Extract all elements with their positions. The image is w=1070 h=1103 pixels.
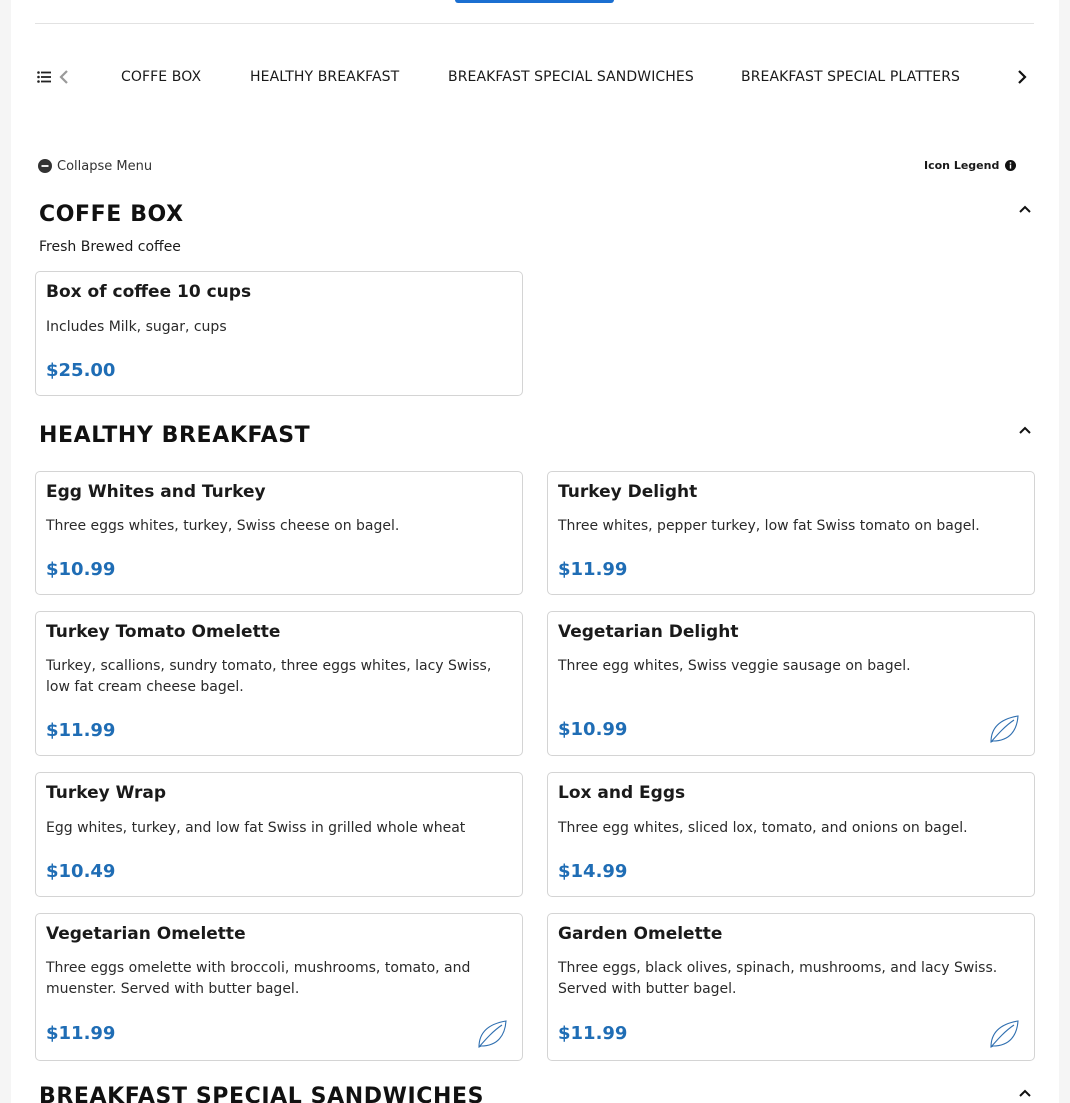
category-tab-breakfast-special-platters[interactable]: BREAKFAST SPECIAL PLATTERS <box>741 69 961 85</box>
chevron-up-icon[interactable] <box>1018 425 1032 435</box>
menu-item-description: Egg whites, turkey, and low fat Swiss in grilled whole wheat <box>46 820 466 836</box>
menu-item-description: Three whites, pepper turkey, low fat Swiss tomato on bagel. <box>558 518 980 534</box>
menu-item-name: Vegetarian Omelette <box>46 924 246 944</box>
chevron-right-icon[interactable] <box>1016 69 1028 85</box>
menu-item-name: Egg Whites and Turkey <box>46 482 266 502</box>
section-title-coffe-box: COFFE BOX <box>39 202 184 227</box>
menu-item-card[interactable] <box>547 471 1035 595</box>
menu-item-card[interactable] <box>35 913 523 1061</box>
menu-item-description: Three eggs omelette with broccoli, mushrooms, tomato, and muenster. Served with butter bagel. <box>46 960 471 997</box>
category-tab-breakfast-special-sandwiches[interactable]: BREAKFAST SPECIAL SANDWICHES <box>448 69 694 85</box>
menu-item-card[interactable] <box>547 772 1035 897</box>
menu-item-name: Vegetarian Delight <box>558 622 739 642</box>
leaf-icon <box>988 714 1020 744</box>
info-icon <box>1005 160 1016 171</box>
icon-legend-label: Icon Legend <box>924 158 1000 172</box>
menu-item-price: $11.99 <box>46 720 116 741</box>
menu-item-description: Three egg whites, sliced lox, tomato, and onions on bagel. <box>558 820 968 836</box>
menu-item-description: Three eggs whites, turkey, Swiss cheese on bagel. <box>46 518 400 534</box>
menu-item-name: Lox and Eggs <box>558 783 686 803</box>
category-tab-healthy-breakfast[interactable]: HEALTHY BREAKFAST <box>250 69 400 85</box>
collapse-menu-label: Collapse Menu <box>57 158 153 174</box>
menu-item-price: $10.99 <box>46 559 116 580</box>
divider <box>35 23 1034 24</box>
menu-item-price: $11.99 <box>558 1023 628 1044</box>
menu-item-price: $25.00 <box>46 360 116 381</box>
leaf-icon <box>988 1019 1020 1049</box>
menu-item-price: $11.99 <box>558 559 628 580</box>
menu-page <box>11 0 1059 1103</box>
list-icon[interactable] <box>37 70 51 84</box>
menu-item-name: Turkey Tomato Omelette <box>46 622 281 642</box>
menu-item-card[interactable] <box>547 611 1035 756</box>
menu-item-description: Turkey, scallions, sundry tomato, three eggs whites, lacy Swiss, low fat cream cheese bagel. <box>46 658 492 695</box>
collapse-menu-button[interactable] <box>38 157 152 175</box>
icon-legend-button[interactable] <box>924 157 1016 173</box>
menu-item-price: $11.99 <box>46 1023 116 1044</box>
menu-item-description: Three eggs, black olives, spinach, mushrooms, and lacy Swiss. Served with butter bagel. <box>558 960 998 997</box>
menu-item-price: $10.99 <box>558 719 628 740</box>
minus-circle-icon <box>38 159 52 173</box>
chevron-left-icon[interactable] <box>58 69 70 85</box>
chevron-up-icon[interactable] <box>1018 1088 1032 1098</box>
chevron-up-icon[interactable] <box>1018 204 1032 214</box>
menu-item-card[interactable] <box>35 471 523 595</box>
leaf-icon <box>476 1019 508 1049</box>
menu-item-card[interactable] <box>547 913 1035 1061</box>
menu-item-price: $10.49 <box>46 861 116 882</box>
menu-item-name: Turkey Delight <box>558 482 698 502</box>
menu-item-card[interactable] <box>35 772 523 897</box>
menu-item-card[interactable] <box>35 271 523 396</box>
category-tab-coffe-box[interactable]: COFFE BOX <box>121 69 202 85</box>
menu-item-description: Three egg whites, Swiss veggie sausage on bagel. <box>558 658 911 674</box>
menu-item-name: Garden Omelette <box>558 924 723 944</box>
menu-item-name: Turkey Wrap <box>46 783 167 803</box>
menu-item-description: Includes Milk, sugar, cups <box>46 319 227 335</box>
section-description: Fresh Brewed coffee <box>39 239 181 255</box>
top-action-button[interactable] <box>455 0 614 3</box>
category-nav <box>35 58 1035 98</box>
menu-item-card[interactable] <box>35 611 523 756</box>
menu-item-name: Box of coffee 10 cups <box>46 282 252 302</box>
menu-item-price: $14.99 <box>558 861 628 882</box>
section-title-breakfast-special-sandwiches: BREAKFAST SPECIAL SANDWICHES <box>39 1084 485 1103</box>
section-title-healthy-breakfast: HEALTHY BREAKFAST <box>39 423 311 448</box>
